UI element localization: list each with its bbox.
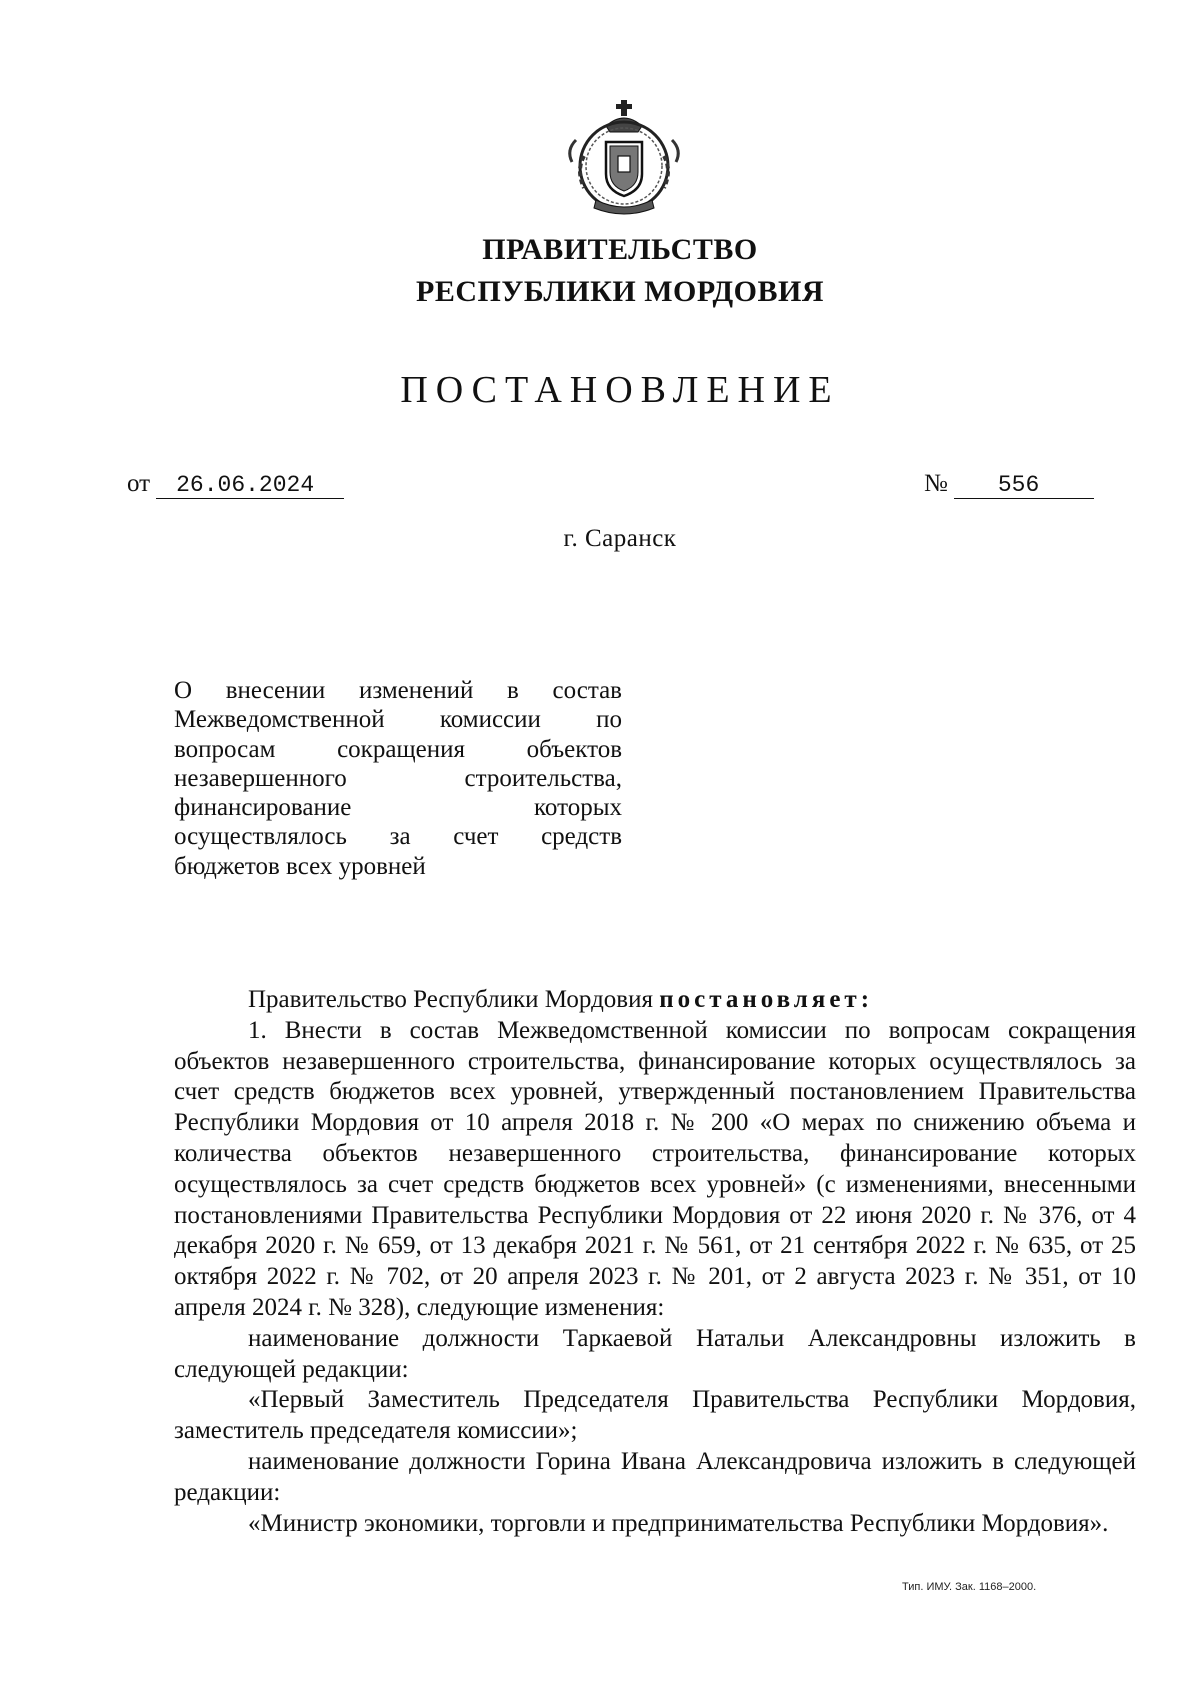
body-paragraph: 1. Внести в состав Межведомственной комиссии по вопросам сокращения объектов незавершенного строительства, финансирование которых осуществлялось за счет средств бюджетов всех уровней, утвержденный постановлением Правительства Республики Мордовия от 10 апреля 2018 г. № 200 «О мерах по снижению объема и количества объектов незавершенного строительства, финансирование которых осуществлялось за счет средств бюджетов всех уровней» (с изменениями, внесенными постановлениями Правительства Республики Мордовия от 22 июня 2020 г. № 376, от 4 декабря 2020 г. № 659, от 13 декабря 2021 г. № 561, от 21 сентября 2022 г. № 635, от 25 октября 2022 г. № 702, от 20 апреля 2023 г. № 201, от 2 августа 2023 г. № 351, от 10 апреля 2024 г. № 328), следующие изменения: [174,1016,1136,1321]
document-number-row [924,470,1094,499]
document-city: г. Саранск [563,525,677,552]
body-paragraph: наименование должности Горина Ивана Александровича изложить в следующей редакции: [174,1447,1136,1506]
preamble-text: Правительство Республики Мордовия [248,986,653,1013]
document-type: ПОСТАНОВЛЕНИЕ [400,369,840,411]
coat-of-arms-icon [562,100,686,218]
document-date: 26.06.2024 [156,472,344,499]
decree-word: постановляет: [659,986,874,1013]
print-mark: Тип. ИМУ. Зак. 1168–2000. [902,1581,1037,1593]
body-paragraph: «Министр экономики, торговли и предпринимательства Республики Мордовия». [248,1509,1109,1537]
body-paragraph: «Первый Заместитель Председателя Правительства Республики Мордовия, заместитель председателя комиссии»; [174,1386,1136,1445]
date-prefix: от [127,470,151,497]
document-number: 556 [954,472,1094,499]
preamble-paragraph [174,985,1136,1016]
body-paragraph: наименование должности Таркаевой Натальи Александровны изложить в следующей редакции: [174,1324,1136,1383]
authority-name-line2: РЕСПУБЛИКИ МОРДОВИЯ [416,275,824,308]
document-subject: О внесении изменений в состав Межведомственной комиссии по вопросам сокращения объектов незавершенного строительства, финансирование которых осуществлялось за счет средств бюджетов всех уровней [174,677,622,880]
document-body [174,985,1136,1539]
document-date-row [127,470,344,499]
authority-name-line1: ПРАВИТЕЛЬСТВО [482,233,758,266]
number-prefix: № [924,470,948,497]
